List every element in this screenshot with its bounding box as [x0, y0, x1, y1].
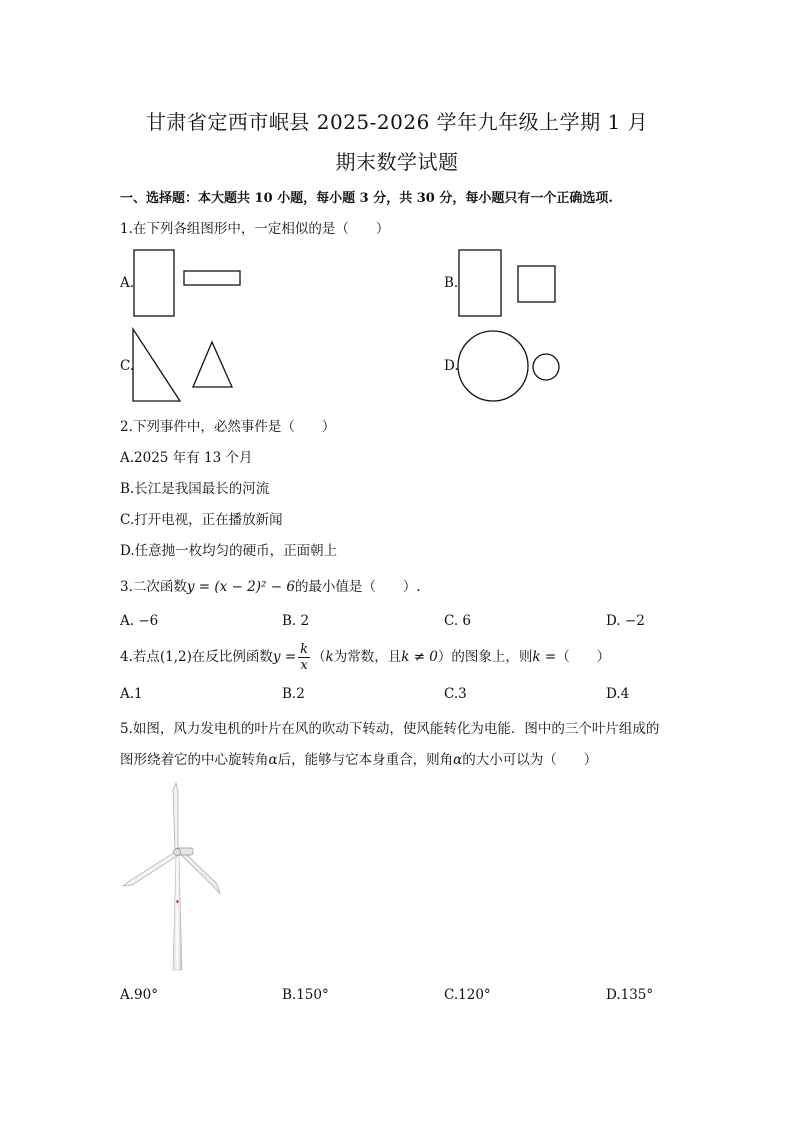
q1-option-c-label: C. — [120, 358, 135, 374]
q4-func-lhs: y = — [272, 649, 297, 665]
question-2-stem: 2.下列事件中，必然事件是（ ） — [120, 419, 336, 435]
q3-prefix: 3.二次函数 — [120, 579, 187, 595]
q2-option-c: C.打开电视，正在播放新闻 — [120, 512, 283, 528]
equilateral-triangle-shape — [193, 342, 232, 387]
q5-line2-a: 图形绕着它的中心旋转角 — [120, 752, 269, 768]
tall-rectangle-shape — [134, 250, 174, 316]
q1-option-b-label: B. — [444, 275, 459, 291]
q1-option-b-figure — [455, 248, 565, 320]
question-1-stem: 1.在下列各组图形中，一定相似的是（ ） — [120, 221, 390, 237]
q2-option-d: D.任意抛一枚均匀的硬币，正面朝上 — [120, 543, 338, 559]
q5-alpha-2: α — [453, 752, 463, 768]
right-triangle-shape — [133, 329, 180, 401]
q5-option-c: C.120° — [444, 987, 491, 1003]
turbine-tower — [173, 855, 182, 970]
q4-condition: k ≠ 0 — [401, 649, 438, 665]
q1-option-d-figure — [455, 327, 565, 407]
q1-option-c-figure — [130, 327, 240, 407]
q3-option-b: B. 2 — [282, 613, 310, 629]
q4-k2: k = — [532, 649, 557, 665]
q4-fraction — [298, 642, 310, 673]
question-5-line2 — [120, 748, 597, 768]
rectangle-shape — [459, 250, 501, 316]
q1-option-a-figure — [130, 248, 250, 320]
q4-mid3: 为常数，且 — [333, 649, 402, 665]
q1-option-d-label: D. — [444, 358, 459, 374]
q3-option-c: C. 6 — [444, 613, 472, 629]
q4-suffix: （ ） — [556, 649, 611, 665]
question-4-stem — [120, 642, 610, 673]
q5-option-b: B.150° — [282, 987, 329, 1003]
q4-option-c: C.3 — [444, 686, 467, 702]
turbine-hub — [174, 849, 181, 856]
question-5-line1: 5.如图，风力发电机的叶片在风的吹动下转动，使风能转化为电能．图中的三个叶片组成的 — [120, 721, 660, 737]
turbine-marker — [177, 900, 179, 903]
q4-point: (1,2) — [159, 649, 192, 665]
q5-option-d: D.135° — [606, 987, 654, 1003]
q5-line2-c: 的大小可以为（ ） — [462, 752, 598, 768]
q1-option-a-label: A. — [120, 275, 135, 291]
q4-k1: k — [325, 649, 334, 665]
q3-option-d: D. −2 — [606, 613, 645, 629]
section-heading: 一、选择题：本大题共 10 小题，每小题 3 分，共 30 分，每小题只有一个正确选项. — [120, 191, 613, 206]
q4-mid2: （ — [312, 649, 326, 665]
square-shape — [518, 266, 555, 302]
turbine-blade-up — [173, 783, 178, 850]
q3-suffix: 的最小值是（ ）. — [294, 579, 421, 595]
question-3-stem — [120, 575, 421, 595]
q4-option-b: B.2 — [282, 686, 305, 702]
q2-option-b: B.长江是我国最长的河流 — [120, 481, 270, 497]
flat-rectangle-shape — [184, 271, 240, 285]
q4-option-d: D.4 — [606, 686, 630, 702]
q4-option-a: A.1 — [120, 686, 143, 702]
q5-alpha-1: α — [268, 752, 278, 768]
q3-option-a: A. −6 — [120, 613, 159, 629]
turbine-blade-right — [179, 850, 220, 894]
large-circle-shape — [458, 331, 528, 401]
q4-mid4: ）的图象上，则 — [437, 649, 533, 665]
q4-mid1: 在反比例函数 — [191, 649, 273, 665]
q4-fraction-numerator: k — [300, 642, 309, 657]
turbine-blade-left — [123, 852, 177, 886]
q5-line2-b: 后，能够与它本身重合，则角 — [277, 752, 454, 768]
q2-option-a: A.2025 年有 13 个月 — [120, 450, 253, 466]
q4-fraction-denominator: x — [300, 658, 308, 673]
q4-prefix: 4.若点 — [120, 649, 160, 665]
exam-title-line1: 甘肃省定西市岷县 2025-2026 学年九年级上学期 1 月 — [145, 110, 649, 134]
small-circle-shape — [533, 354, 559, 380]
exam-title-line2: 期末数学试题 — [335, 150, 459, 174]
q3-formula: y = (x − 2)² − 6 — [186, 579, 295, 595]
q5-option-a: A.90° — [120, 987, 158, 1003]
wind-turbine-image — [118, 780, 228, 975]
